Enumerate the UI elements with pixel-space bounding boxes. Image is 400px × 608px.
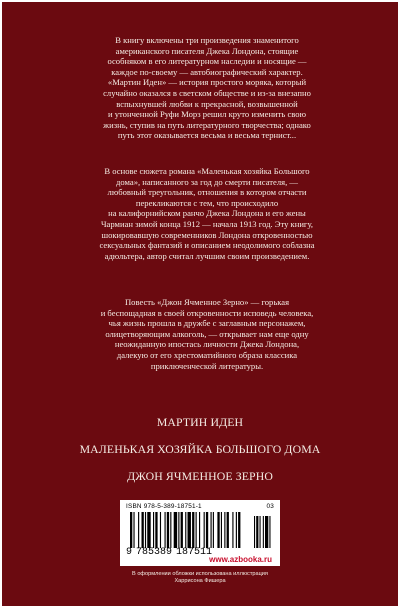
text-line: чья жизнь прошла в дружбе с заглавным персонажем,	[108, 318, 306, 329]
barcode-bar	[196, 512, 197, 548]
barcode-bar	[204, 512, 205, 548]
text-line: путь этот оказывается весьма и весьма тернист...	[117, 130, 297, 141]
isbn-line	[126, 503, 274, 510]
barcode-bar	[165, 512, 166, 548]
text-line: далекую от его хрестоматийного образа классика	[116, 349, 298, 360]
text-line: на калифорнийском ранчо Джека Лондона и его жены	[108, 208, 306, 219]
barcode-bar	[181, 512, 183, 548]
ean-left-digits: 785389	[136, 547, 173, 558]
barcode-bar	[155, 512, 157, 548]
barcode-bar	[174, 512, 177, 548]
text-line: и беспощадная в своей откровенности исповедь человека,	[100, 307, 314, 318]
barcode-addon-bar	[265, 516, 268, 548]
back-cover	[2, 2, 398, 606]
barcode-bar	[185, 512, 186, 548]
text-line: вспыхнувшей любви к прекрасной, возвышенной	[116, 98, 298, 109]
text-line: случайно оказался в светском обществе и из-за внезапно	[103, 87, 311, 98]
barcode-bar	[153, 512, 154, 548]
work-title-little-lady: МАЛЕНЬКАЯ ХОЗЯЙКА БОЛЬШОГО ДОМА	[79, 442, 321, 456]
text-line: Чармиан зимой конца 1912 — начала 1913 год. Эту книгу,	[100, 218, 314, 229]
text-line: Повесть «Джон Ячменное Зерно» — горькая	[124, 297, 290, 307]
barcode-bar	[192, 512, 194, 548]
credit-line: Харрисона Фишера	[174, 578, 226, 584]
text-line: шокировавшую современников Лондона откровенностью	[101, 229, 313, 240]
text-line: и утонченной Руфи Морз решил круто изменить свою	[108, 109, 306, 120]
barcode-bar	[130, 512, 132, 548]
barcode-addon-bar	[260, 516, 261, 548]
text-line: любовный треугольник, отношения в котором отчасти	[107, 187, 307, 198]
annotation-paragraph-2	[64, 166, 350, 261]
barcode-bar	[213, 512, 214, 548]
barcode-bar	[227, 512, 229, 548]
text-line: адюльтера, автор считал лучшим своим произведением.	[104, 250, 310, 261]
barcode-bar	[145, 512, 146, 548]
barcode-bar	[147, 512, 150, 548]
text-line: неожиданную ипостась личности Джека Лондона,	[114, 339, 300, 350]
credit-line: В оформлении обложки использована иллюстрация	[132, 571, 268, 577]
barcode-addon-bar	[254, 516, 255, 548]
barcode-bar	[236, 512, 237, 548]
text-line: особняком в его литературном наследии и носящие —	[107, 56, 307, 67]
barcode-bar	[206, 512, 208, 548]
barcode-bar	[188, 512, 191, 548]
barcode-bar	[232, 512, 233, 548]
work-title-martin-eden: МАРТИН ИДЕН	[156, 415, 244, 429]
barcode-bar	[238, 512, 240, 548]
barcode-addon-bar	[269, 516, 270, 548]
barcode-bar	[217, 512, 219, 548]
isbn-barcode	[120, 500, 280, 566]
barcode-bar	[170, 512, 171, 548]
text-line: каждое по-своему — автобиографический характер.	[111, 66, 303, 77]
text-line: В основе сюжета романа «Маленькая хозяйка Большого	[104, 166, 310, 176]
annotation-paragraph-3	[64, 297, 350, 371]
barcode-bar	[224, 512, 225, 548]
text-line: олицетворяющим алкоголь, — открывает нам еще одну	[105, 328, 309, 339]
text-line: приключенческой литературы.	[150, 360, 264, 371]
text-line: «Мартин Иден» — история простого моряка, который	[107, 77, 307, 88]
isbn-number: ISBN 978-5-389-18751-1	[126, 503, 202, 510]
barcode-bar	[160, 512, 161, 548]
text-line: американского писателя Джека Лондона, стоящие	[115, 45, 299, 56]
barcode-bar	[211, 512, 212, 548]
barcode-addon-bar	[256, 516, 258, 548]
barcode-bars	[126, 512, 274, 548]
cover-illustration-credit	[102, 571, 298, 585]
text-line: перекликаются с тем, что происходило	[135, 197, 279, 208]
barcode-bar	[167, 512, 169, 548]
ean-lead-digit: 9	[126, 547, 133, 558]
text-line: сексуальных фантазий и описанием неодолимого соблазна	[99, 240, 315, 251]
barcode-addon-bar	[263, 516, 264, 548]
ean-right-digits: 187511	[176, 547, 213, 558]
barcode-bar	[142, 512, 144, 548]
barcode-bar	[133, 512, 134, 548]
isbn-addon: 03	[266, 503, 274, 510]
work-title-john-barleycorn: ДЖОН ЯЧМЕННОЕ ЗЕРНО	[127, 469, 273, 483]
barcode-bar	[178, 512, 179, 548]
publisher-url[interactable]: www.azbooka.ru	[209, 555, 272, 564]
annotation-paragraph-1	[64, 35, 350, 141]
barcode-bar	[221, 512, 222, 548]
barcode-bar	[199, 512, 200, 548]
barcode-bar	[138, 512, 139, 548]
text-line: жизнь, ступив на путь литературного творчества; однако	[103, 119, 311, 130]
text-line: В книгу включены три произведения знаменитого	[115, 35, 299, 45]
text-line: дома», написанного за год до смерти писателя, —	[116, 176, 298, 187]
